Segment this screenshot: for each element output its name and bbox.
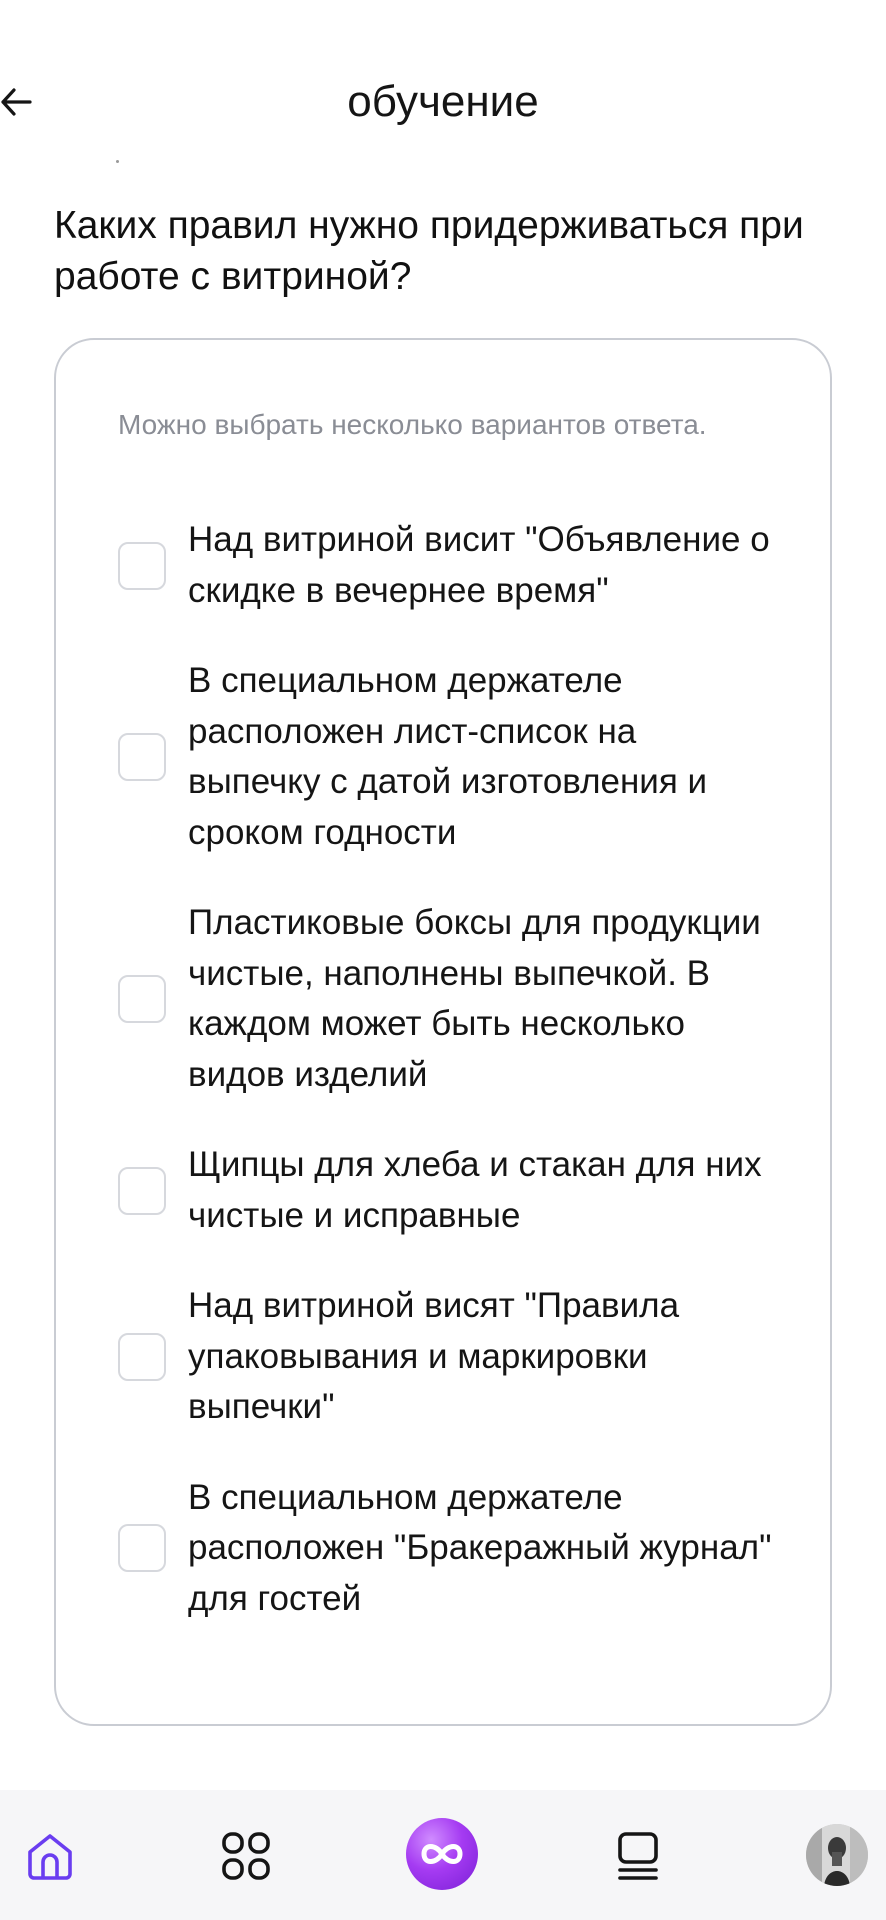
avatar-photo (806, 1824, 868, 1886)
stack-icon (614, 1830, 662, 1882)
option-label: Над витриной висит "Объявление о скидке в вечернее время" (188, 520, 770, 610)
avatar[interactable] (806, 1824, 868, 1886)
option-label: Пластиковые боксы для продукции чистые, наполнены выпечкой. В каждом может быть несколько видов изделий (188, 903, 761, 1094)
bottom-tab-bar (0, 1790, 886, 1920)
apps-grid-icon (220, 1830, 272, 1882)
checkbox[interactable] (118, 542, 166, 590)
checkbox[interactable] (118, 1167, 166, 1215)
infinity-icon (418, 1840, 466, 1868)
answer-card (54, 338, 832, 1726)
option-item[interactable] (118, 656, 798, 858)
home-icon (22, 1828, 78, 1884)
checkbox[interactable] (118, 1333, 166, 1381)
options-list (118, 515, 798, 1664)
decorative-dot (116, 160, 119, 163)
hint-text: Можно выбрать несколько вариантов ответа. (118, 409, 707, 440)
option-label: В специальном держателе расположен "Бракеражный журнал" для гостей (188, 1477, 772, 1618)
tab-home[interactable] (14, 1820, 86, 1892)
option-item[interactable] (118, 1473, 798, 1625)
tab-infinity[interactable] (406, 1818, 478, 1890)
option-label: Над витриной висят "Правила упаковывания и маркировки выпечки" (188, 1286, 680, 1426)
tab-apps[interactable] (210, 1820, 282, 1892)
option-item[interactable] (118, 1281, 798, 1433)
page-title: обучение (347, 77, 539, 126)
tab-library[interactable] (602, 1820, 674, 1892)
option-item[interactable] (118, 1140, 798, 1241)
checkbox[interactable] (118, 1524, 166, 1572)
option-item[interactable] (118, 898, 798, 1100)
checkbox[interactable] (118, 975, 166, 1023)
option-label: В специальном держателе расположен лист-список на выпечку с датой изготовления и сроком годности (188, 661, 708, 852)
checkbox[interactable] (118, 733, 166, 781)
option-label: Щипцы для хлеба и стакан для них чистые и исправные (188, 1145, 762, 1235)
header (0, 0, 886, 150)
option-item[interactable] (118, 515, 798, 616)
question-text: Каких правил нужно придерживаться при работе с витриной? (54, 204, 804, 298)
